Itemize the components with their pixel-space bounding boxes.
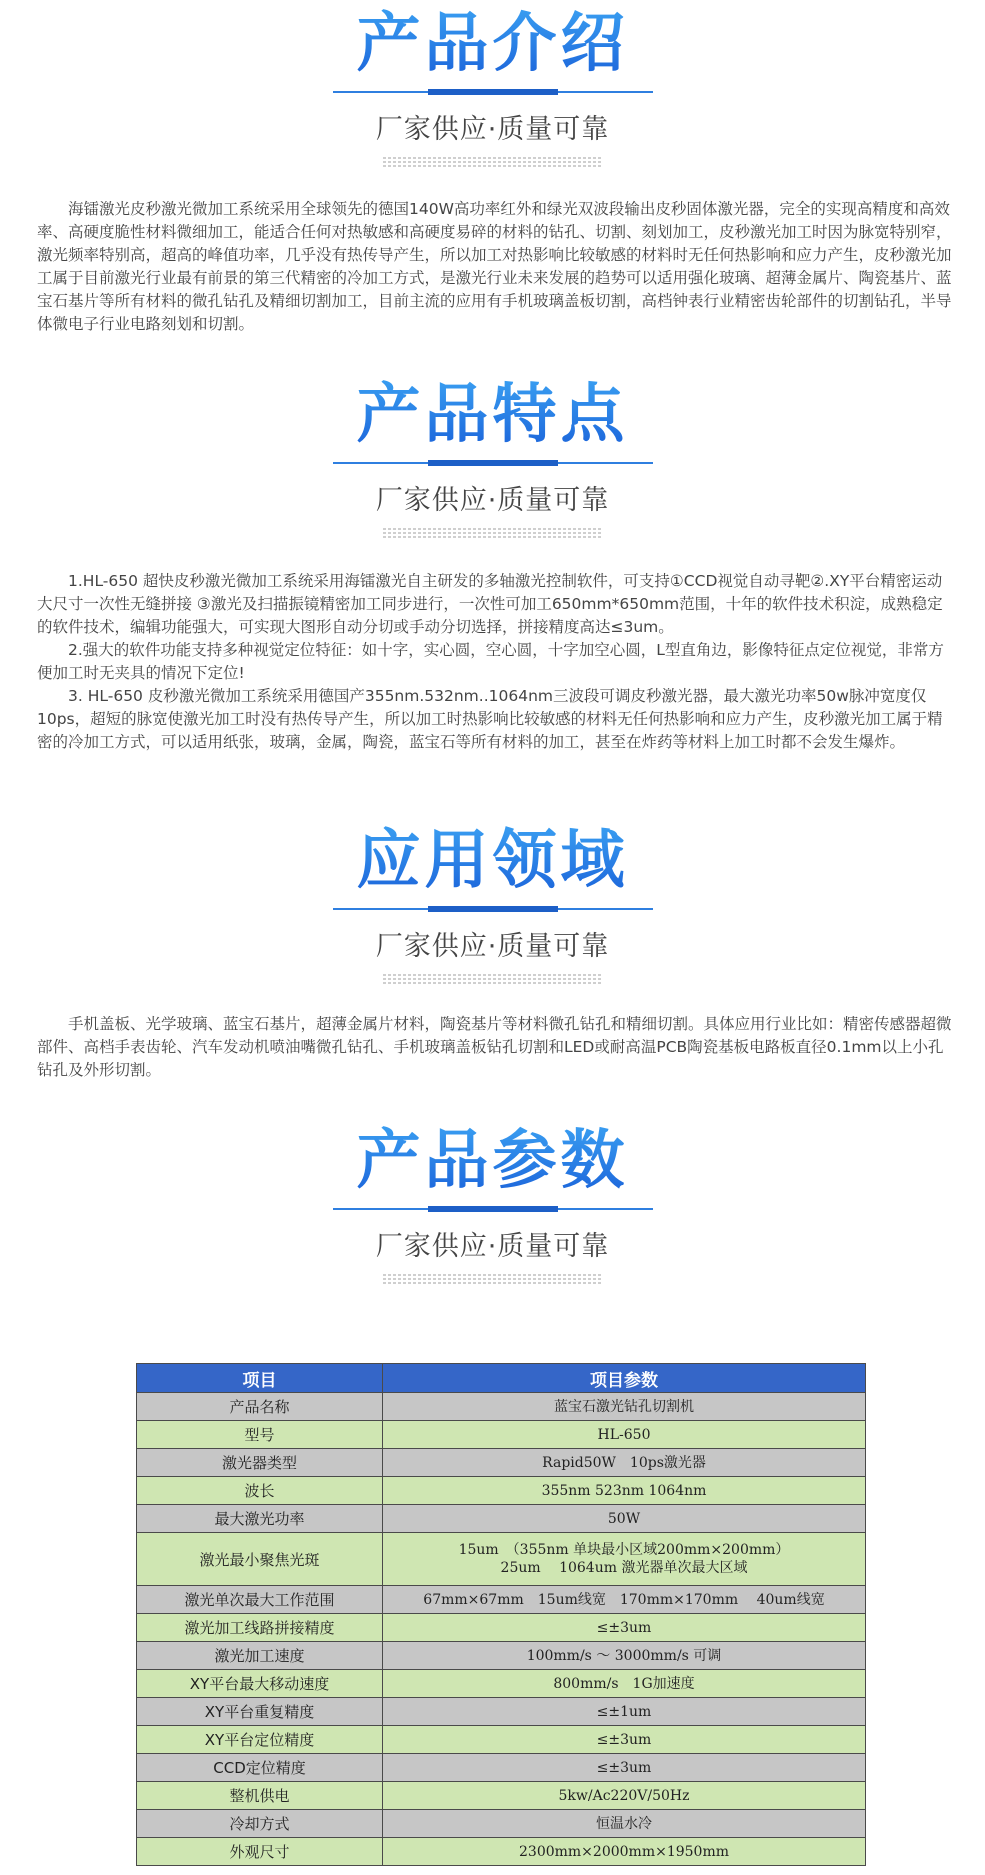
section-title: 产品参数 <box>0 1122 985 1200</box>
spec-header-row <box>137 1364 866 1393</box>
spec-value-line: 50W <box>607 1510 641 1527</box>
spec-header-value: 项目参数 <box>383 1364 866 1393</box>
spec-value <box>383 1642 866 1670</box>
spec-value-line: 蓝宝石激光钻孔切割机 <box>554 1398 694 1415</box>
spec-key: 整机供电 <box>137 1782 383 1810</box>
table-row <box>137 1477 866 1505</box>
spec-value-line: 恒温水冷 <box>596 1815 652 1832</box>
decorative-fine-lines <box>383 1274 603 1284</box>
spec-header-key: 项目 <box>137 1364 383 1393</box>
section-header-specs <box>0 1122 985 1284</box>
spec-value-line: 100mm/s ～ 3000mm/s 可调 <box>526 1647 722 1664</box>
spec-value <box>383 1614 866 1642</box>
section-subtitle: 厂家供应·质量可靠 <box>375 1231 610 1262</box>
spec-value-line: ≤±3um <box>596 1759 652 1776</box>
spec-value <box>383 1586 866 1614</box>
applications-text <box>37 1013 957 1082</box>
paragraph: 手机盖板、光学玻璃、蓝宝石基片，超薄金属片材料，陶瓷基片等材料微孔钻孔和精细切割。具体应用行业比如：精密传感器超微部件、高档手表齿轮、汽车发动机喷油嘴微孔钻孔、手机玻璃盖板钻孔切割和LED或耐高温PCB陶瓷基板电路板直径0.1mm以上小孔钻孔及外形切割。 <box>37 1015 952 1079</box>
spec-value <box>383 1698 866 1726</box>
title-divider <box>333 1208 653 1210</box>
section-subtitle: 厂家供应·质量可靠 <box>375 114 610 145</box>
spec-value-line: ≤±3um <box>596 1731 652 1748</box>
spec-value <box>383 1393 866 1421</box>
table-row <box>137 1670 866 1698</box>
spec-value <box>383 1726 866 1754</box>
table-row <box>137 1533 866 1586</box>
spec-value-line: HL-650 <box>597 1426 651 1443</box>
spec-value <box>383 1670 866 1698</box>
decorative-fine-lines <box>383 974 603 984</box>
spec-value-line: 5kw/Ac220V/50Hz <box>558 1787 690 1804</box>
section-subtitle: 厂家供应·质量可靠 <box>375 931 610 962</box>
spec-value <box>383 1505 866 1533</box>
section-title: 产品特点 <box>0 376 985 454</box>
spec-value <box>383 1754 866 1782</box>
spec-value <box>383 1477 866 1505</box>
section-title: 产品介绍 <box>0 5 985 83</box>
table-row <box>137 1393 866 1421</box>
table-row <box>137 1614 866 1642</box>
spec-key: 冷却方式 <box>137 1810 383 1838</box>
spec-key: 最大激光功率 <box>137 1505 383 1533</box>
title-divider <box>333 91 653 93</box>
section-title: 应用领域 <box>0 822 985 900</box>
paragraph: 3. HL-650 皮秒激光微加工系统采用德国产355nm.532nm..1064nm三波段可调皮秒激光器，最大激光功率50w脉冲宽度仅10ps，超短的脉宽使激光加工时没有热传导产生，所以加工时热影响比较敏感的材料无任何热影响和应力产生，皮秒激光加工属于精密的冷加工方式，可以适用纸张，玻璃，金属，陶瓷，蓝宝石等所有材料的加工，甚至在炸药等材料上加工时都不会发生爆炸。 <box>37 687 943 751</box>
spec-value-line: 800mm/s 1G加速度 <box>553 1675 695 1692</box>
spec-value <box>383 1533 866 1586</box>
spec-value-line: 15um （355nm 单块最小区域200mm×200mm） <box>458 1542 790 1558</box>
table-row <box>137 1698 866 1726</box>
table-row <box>137 1449 866 1477</box>
spec-value <box>383 1782 866 1810</box>
paragraph: 2.强大的软件功能支持多种视觉定位特征：如十字，实心圆，空心圆，十字加空心圆，L型直角边，影像特征点定位视觉，非常方便加工时无夹具的情况下定位! <box>37 641 944 682</box>
spec-value <box>383 1810 866 1838</box>
section-header-features <box>0 376 985 538</box>
spec-value-line: 355nm 523nm 1064nm <box>541 1482 707 1499</box>
spec-key: 产品名称 <box>137 1393 383 1421</box>
title-divider <box>333 462 653 464</box>
table-row <box>137 1505 866 1533</box>
spec-key: 激光加工线路拼接精度 <box>137 1614 383 1642</box>
table-row <box>137 1421 866 1449</box>
spec-value-line: 67mm×67mm 15um线宽 170mm×170mm 40um线宽 <box>423 1591 825 1608</box>
spec-key: 型号 <box>137 1421 383 1449</box>
spec-key: CCD定位精度 <box>137 1754 383 1782</box>
spec-table <box>136 1363 866 1866</box>
spec-value <box>383 1838 866 1866</box>
spec-key: XY平台定位精度 <box>137 1726 383 1754</box>
title-divider <box>333 908 653 910</box>
spec-key: 波长 <box>137 1477 383 1505</box>
table-row <box>137 1838 866 1866</box>
spec-key: 激光器类型 <box>137 1449 383 1477</box>
decorative-fine-lines <box>383 157 603 167</box>
spec-value-line: ≤±1um <box>596 1703 652 1720</box>
spec-key: XY平台重复精度 <box>137 1698 383 1726</box>
spec-key: XY平台最大移动速度 <box>137 1670 383 1698</box>
spec-key: 激光加工速度 <box>137 1642 383 1670</box>
paragraph: 海镭激光皮秒激光微加工系统采用全球领先的德国140W高功率红外和绿光双波段输出皮秒固体激光器，完全的实现高精度和高效率、高硬度脆性材料微细加工，能适合任何对热敏感和高硬度易碎的材料的钻孔、切割、刻划加工，皮秒激光加工时因为脉宽特别窄，激光频率特别高，超高的峰值功率，几乎没有热传导产生，所以加工对热影响比较敏感的材料时无任何热影响和应力产生，皮秒激光加工属于目前激光行业最有前景的第三代精密的冷加工方式，是激光行业未来发展的趋势可以适用强化玻璃、超薄金属片、陶瓷基片、蓝宝石基片等所有材料的微孔钻孔及精细切割加工，目前主流的应用有手机玻璃盖板切割，高档钟表行业精密齿轮部件的切割钻孔，半导体微电子行业电路刻划和切割。 <box>37 200 952 333</box>
spec-key: 激光最小聚焦光斑 <box>137 1533 383 1586</box>
spec-value <box>383 1449 866 1477</box>
spec-key: 外观尺寸 <box>137 1838 383 1866</box>
table-row <box>137 1586 866 1614</box>
spec-value-line: 25um 1064um 激光器单次最大区域 <box>500 1560 748 1576</box>
table-row <box>137 1754 866 1782</box>
section-subtitle: 厂家供应·质量可靠 <box>375 485 610 516</box>
table-row <box>137 1810 866 1838</box>
table-row <box>137 1782 866 1810</box>
spec-value <box>383 1421 866 1449</box>
spec-value-line: Rapid50W 10ps激光器 <box>542 1454 706 1471</box>
table-row <box>137 1726 866 1754</box>
spec-key: 激光单次最大工作范围 <box>137 1586 383 1614</box>
spec-value-line: 2300mm×2000mm×1950mm <box>519 1843 729 1860</box>
section-header-intro <box>0 5 985 167</box>
decorative-fine-lines <box>383 528 603 538</box>
section-header-applications <box>0 822 985 984</box>
paragraph: 1.HL-650 超快皮秒激光微加工系统采用海镭激光自主研发的多轴激光控制软件，可支持①CCD视觉自动寻靶②.XY平台精密运动大尺寸一次性无缝拼接 ③激光及扫描振镜精密加工同步进行，一次性可加工650mm*650mm范围，十年的软件技术积淀，成熟稳定的软件技术，编辑功能强大，可实现大图形自动分切或手动分切选择，拼接精度高达≤3um。 <box>37 572 943 636</box>
spec-value-line: ≤±3um <box>596 1619 652 1636</box>
table-row <box>137 1642 866 1670</box>
features-text <box>37 570 957 754</box>
intro-text <box>37 198 957 336</box>
